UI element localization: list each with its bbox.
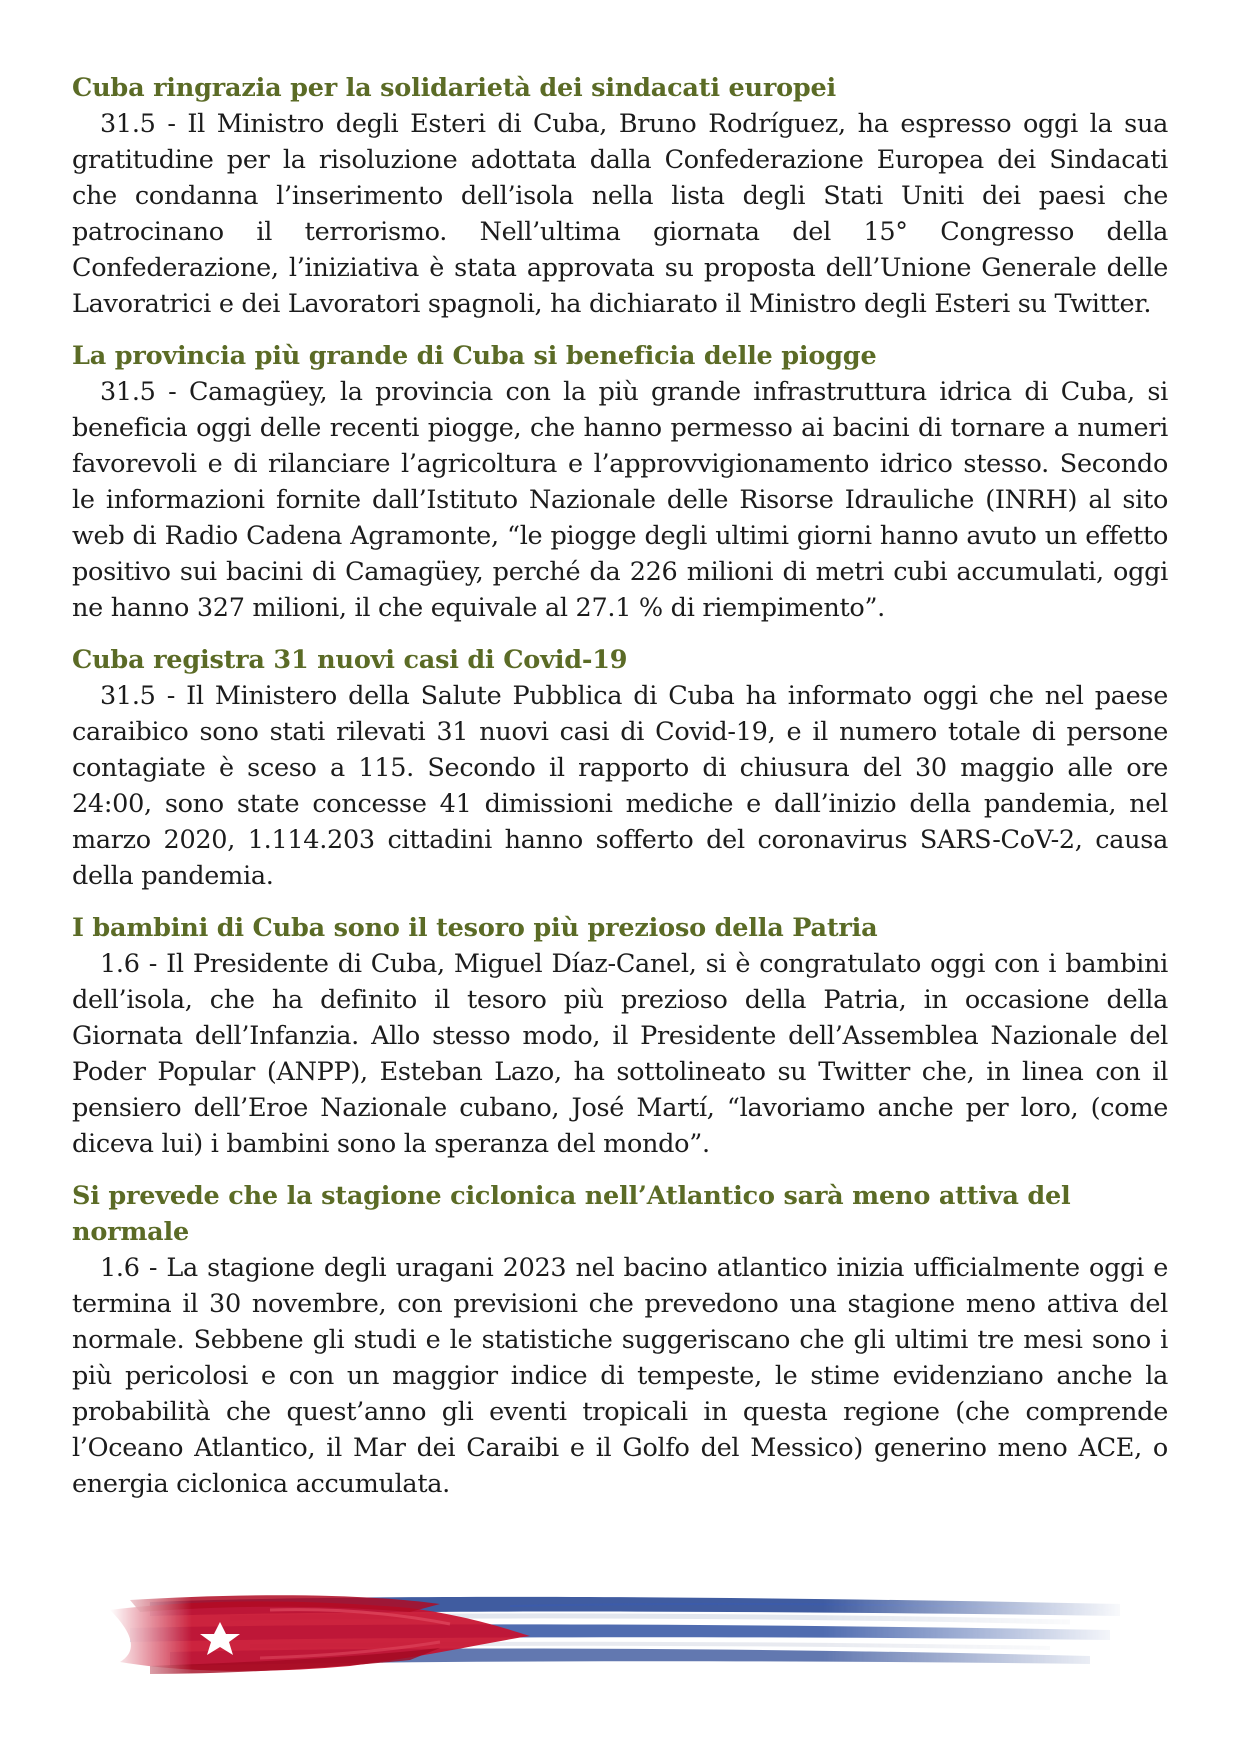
article-headline: Cuba registra 31 nuovi casi di Covid-19 — [72, 645, 628, 675]
article-body: 1.6 - La stagione degli uragani 2023 nel bacino atlantico inizia ufficialmente oggi e termina il 30 novembre, con previsioni che prevedono una stagione meno attiva del normale. Sebbene gli studi e le statistiche suggeriscano che gli ultimi tre mesi sono i più pericolosi e con un maggior indice di tempeste, le stime evidenziano anche la probabilità che quest’anno gli eventi tropicali in questa regione (che comprende l’Oceano Atlantico, il Mar dei Caraibi e il Golfo del Messico) generino meno ACE, o energia ciclonica accumulata. — [72, 1253, 1168, 1499]
article-body: 1.6 - Il Presidente di Cuba, Miguel Díaz-Canel, si è congratulato oggi con i bambini dell’isola, che ha definito il tesoro più prezioso della Patria, in occasione della Giornata dell’Infanzia. Allo stesso modo, il Presidente dell’Assemblea Nazionale del Poder Popular (ANPP), Esteban Lazo, ha sottolineato su Twitter che, in linea con il pensiero dell’Eroe Nazionale cubano, José Martí, “lavoriamo anche per loro, (come diceva lui) i bambini sono la speranza del mondo”. — [72, 949, 1168, 1159]
article-2 — [72, 338, 1168, 626]
article-headline: I bambini di Cuba sono il tesoro più prezioso della Patria — [72, 913, 878, 943]
article-headline: Si prevede che la stagione ciclonica nell’Atlantico sarà meno attiva del normale — [72, 1181, 1071, 1247]
article-body: 31.5 - Il Ministero della Salute Pubblica di Cuba ha informato oggi che nel paese caraibico sono stati rilevati 31 nuovi casi di Covid-19, e il numero totale di persone contagiate è sceso a 115. Secondo il rapporto di chiusura del 30 maggio alle ore 24:00, sono state concesse 41 dimissioni mediche e dall’inizio della pandemia, nel marzo 2020, 1.114.203 cittadini hanno sofferto del coronavirus SARS-CoV-2, causa della pandemia. — [72, 681, 1168, 891]
document-page — [72, 70, 1168, 1518]
article-headline: La provincia più grande di Cuba si beneficia delle piogge — [72, 341, 877, 371]
article-body: 31.5 - Camagüey, la provincia con la più grande infrastruttura idrica di Cuba, si beneficia oggi delle recenti piogge, che hanno permesso ai bacini di tornare a numeri favorevoli e di rilanciare l’agricoltura e l’approvvigionamento idrico stesso. Secondo le informazioni fornite dall’Istituto Nazionale delle Risorse Idrauliche (INRH) al sito web di Radio Cadena Agramonte, “le piogge degli ultimi giorni hanno avuto un effetto positivo sui bacini di Camagüey, perché da 226 milioni di metri cubi accumulati, oggi ne hanno 327 milioni, il che equivale al 27.1 % di riempimento”. — [72, 377, 1168, 623]
cuban-flag-brushstroke-icon — [110, 1570, 1130, 1680]
article-1 — [72, 70, 1168, 322]
article-3 — [72, 642, 1168, 894]
article-body: 31.5 - Il Ministro degli Esteri di Cuba, Bruno Rodríguez, ha espresso oggi la sua gratitudine per la risoluzione adottata dalla Confederazione Europea dei Sindacati che condanna l’inserimento dell’isola nella lista degli Stati Uniti dei paesi che patrocinano il terrorismo. Nell’ultima giornata del 15° Congresso della Confederazione, l’iniziativa è stata approvata su proposta dell’Unione Generale delle Lavoratrici e dei Lavoratori spagnoli, ha dichiarato il Ministro degli Esteri su Twitter. — [72, 109, 1168, 319]
article-5 — [72, 1178, 1168, 1502]
article-headline: Cuba ringrazia per la solidarietà dei sindacati europei — [72, 73, 837, 103]
article-4 — [72, 910, 1168, 1162]
